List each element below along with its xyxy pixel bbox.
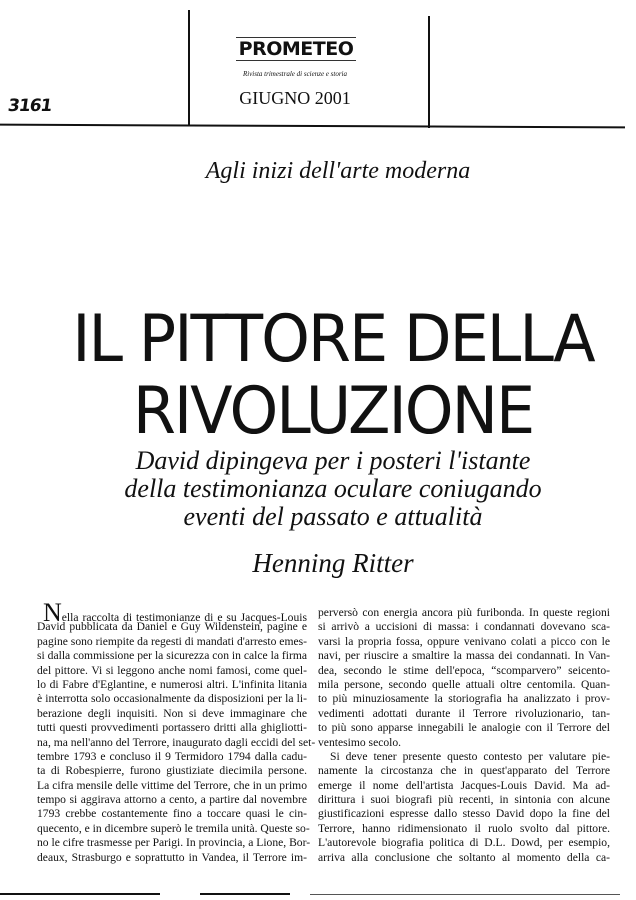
body-text: no le cifre trasmesse per Parigi. In provincia, a Lione, Bor-	[37, 836, 311, 850]
body-text-line	[37, 836, 311, 850]
body-text: mila persone, secondo quelle attuali oltre centomila. Quan-	[318, 677, 610, 691]
body-text: si arrivò a uccisioni di massa: i condannati dovevano sca-	[318, 620, 610, 634]
body-text: si dalla commissione per la sicurezza con in calce la firma	[37, 649, 307, 663]
body-column-left	[37, 598, 316, 865]
body-column-right	[318, 606, 610, 865]
body-text-line	[318, 649, 610, 663]
body-text: Terrore, hanno ridimensionato il ruolo svolto dal pittore.	[318, 821, 610, 835]
body-text: ventesimo secolo.	[318, 735, 402, 749]
body-text-line	[318, 707, 610, 721]
body-text-line	[37, 635, 307, 649]
body-text-line	[318, 606, 610, 620]
body-text: to più sono apparse innegabili le analogie con il Terrore del	[318, 721, 610, 735]
issue-date: GIUGNO 2001	[239, 88, 351, 108]
footer-rule-left	[0, 893, 160, 895]
body-text-line	[318, 678, 610, 692]
body-text-line	[37, 793, 307, 807]
body-text-line	[318, 779, 610, 793]
header-divider-left	[188, 10, 190, 126]
body-text-line	[37, 779, 307, 793]
body-text: è interrotta solo occasionalmente da disposizioni per la li-	[37, 692, 307, 706]
body-text: na, ma nell'anno del Terrore, inaugurato dagli eccidi del set-	[37, 735, 316, 749]
body-text: dea, secondo le stime dell'epoca, “scomparvero” seicento-	[318, 663, 610, 677]
journal-logo: PROMETEO	[236, 37, 356, 61]
body-text-line	[37, 692, 307, 706]
body-text: giustificazioni espresse dallo stesso David dopo la fine del	[318, 807, 610, 821]
body-text: varsi la propria fossa, oppure venivano colati a picco con le	[318, 634, 610, 648]
header-rule	[0, 124, 625, 129]
body-text: emerge il nome dell'artista Jacques-Louis David. Ma ad-	[318, 778, 610, 792]
article-subtitle-line-2: della testimonianza oculare coniugando	[124, 474, 542, 503]
body-text-line	[37, 649, 307, 663]
header-divider-right	[428, 16, 430, 128]
body-text: arriva alla conclusione che soltanto al momento della ca-	[318, 850, 610, 864]
article-subtitle-line-1: David dipingeva per i posteri l'istante	[135, 446, 531, 475]
body-text-line	[37, 620, 307, 634]
article-title-line-1: IL PITTORE DELLA	[72, 300, 594, 377]
body-text-line	[318, 620, 610, 634]
body-text: Si deve tener presente questo contesto per valutare pie-	[330, 749, 610, 763]
body-text-line	[318, 692, 610, 706]
body-text: perversò con energia ancora più furibonda. In queste regioni	[318, 606, 610, 619]
body-text-line	[318, 721, 610, 735]
body-text-line	[318, 736, 610, 750]
body-text: La cifra mensile delle vittime del Terrore, che in un primo	[37, 778, 307, 792]
body-text-line	[318, 807, 610, 821]
body-text: navi, per riuscire a smaltire la massa dei condannati. In Van-	[318, 649, 610, 663]
body-text: ta di Robespierre, furono giustiziate diecimila persone.	[37, 764, 307, 778]
body-text-line	[318, 750, 610, 764]
body-text: L'autorevole biografia politica di D.L. Dowd, per esempio,	[318, 836, 610, 850]
body-text-line	[37, 807, 307, 821]
body-text: 1793 crebbe costantemente fino a toccare quasi le cin-	[37, 807, 307, 821]
body-text: berazione degli inquisiti. Non si deve immaginare che	[37, 706, 307, 720]
body-text: pagine sono riempite da regesti di mandati d'arresto emes-	[37, 634, 307, 648]
body-text: quecento, e in dicembre superò le tremila unità. Queste so-	[37, 821, 310, 835]
body-text-line	[37, 821, 310, 836]
body-text-line	[37, 851, 307, 865]
body-text: David pubblicata da Daniel e Guy Wildenstein, pagine e	[37, 620, 307, 634]
body-text-line	[37, 721, 307, 735]
body-text-line	[37, 750, 307, 764]
article-subtitle-line-3: eventi del passato e attualità	[183, 502, 483, 531]
body-text: vedimenti adottati durante il Terrore rivoluzionario, tan-	[318, 706, 610, 720]
body-text-line	[318, 664, 610, 678]
section-heading: Agli inizi dell'arte moderna	[205, 158, 471, 184]
article-title-line-2: RIVOLUZIONE	[132, 372, 534, 449]
footer-rule-mid	[200, 893, 290, 895]
body-text: ella raccolta di testimonianze di e su Jacques-Louis	[61, 611, 307, 624]
body-text-line	[37, 735, 316, 750]
body-text-line	[318, 851, 610, 865]
archive-number: 3161	[6, 96, 53, 116]
body-text: to più minuziosamente la storiografia ha analizzato i prov-	[318, 692, 610, 706]
body-text: lo di Fabre d'Eglantine, e numerosi altri. L'infinita litania	[37, 677, 307, 691]
body-text-line	[318, 822, 610, 836]
body-text-line	[37, 764, 307, 778]
journal-subtitle: Rivista trimestrale di scienze e storia	[242, 70, 347, 78]
body-text-line	[318, 764, 610, 778]
drop-cap: N	[43, 598, 62, 627]
body-text-line	[37, 678, 307, 692]
body-text: tutti questi provvedimenti portassero dritti alla ghigliotti-	[37, 721, 307, 735]
body-text-line	[37, 664, 307, 678]
body-text-line	[318, 836, 610, 850]
body-text: namente la circostanza che in quest'apparato del Terrore	[318, 764, 610, 778]
footer-rule-right	[310, 894, 620, 895]
body-text-line	[318, 635, 610, 649]
body-text: deaux, Strasburgo e soprattutto in Vandea, il Terrore im-	[37, 850, 307, 864]
body-text: tembre 1793 e concluso il 9 Termidoro 1794 dalla cadu-	[37, 749, 307, 763]
body-text: dirittura i suoi biografi più recenti, in sintonia con alcune	[318, 793, 610, 807]
body-text-line	[318, 793, 610, 807]
body-text-line	[37, 707, 307, 721]
body-text: tempo si aggirava attorno a cento, a partire dal novembre	[37, 793, 307, 807]
author-byline: Henning Ritter	[252, 548, 414, 578]
body-text: del pittore. Vi si leggono anche nomi famosi, come quel-	[37, 663, 307, 677]
